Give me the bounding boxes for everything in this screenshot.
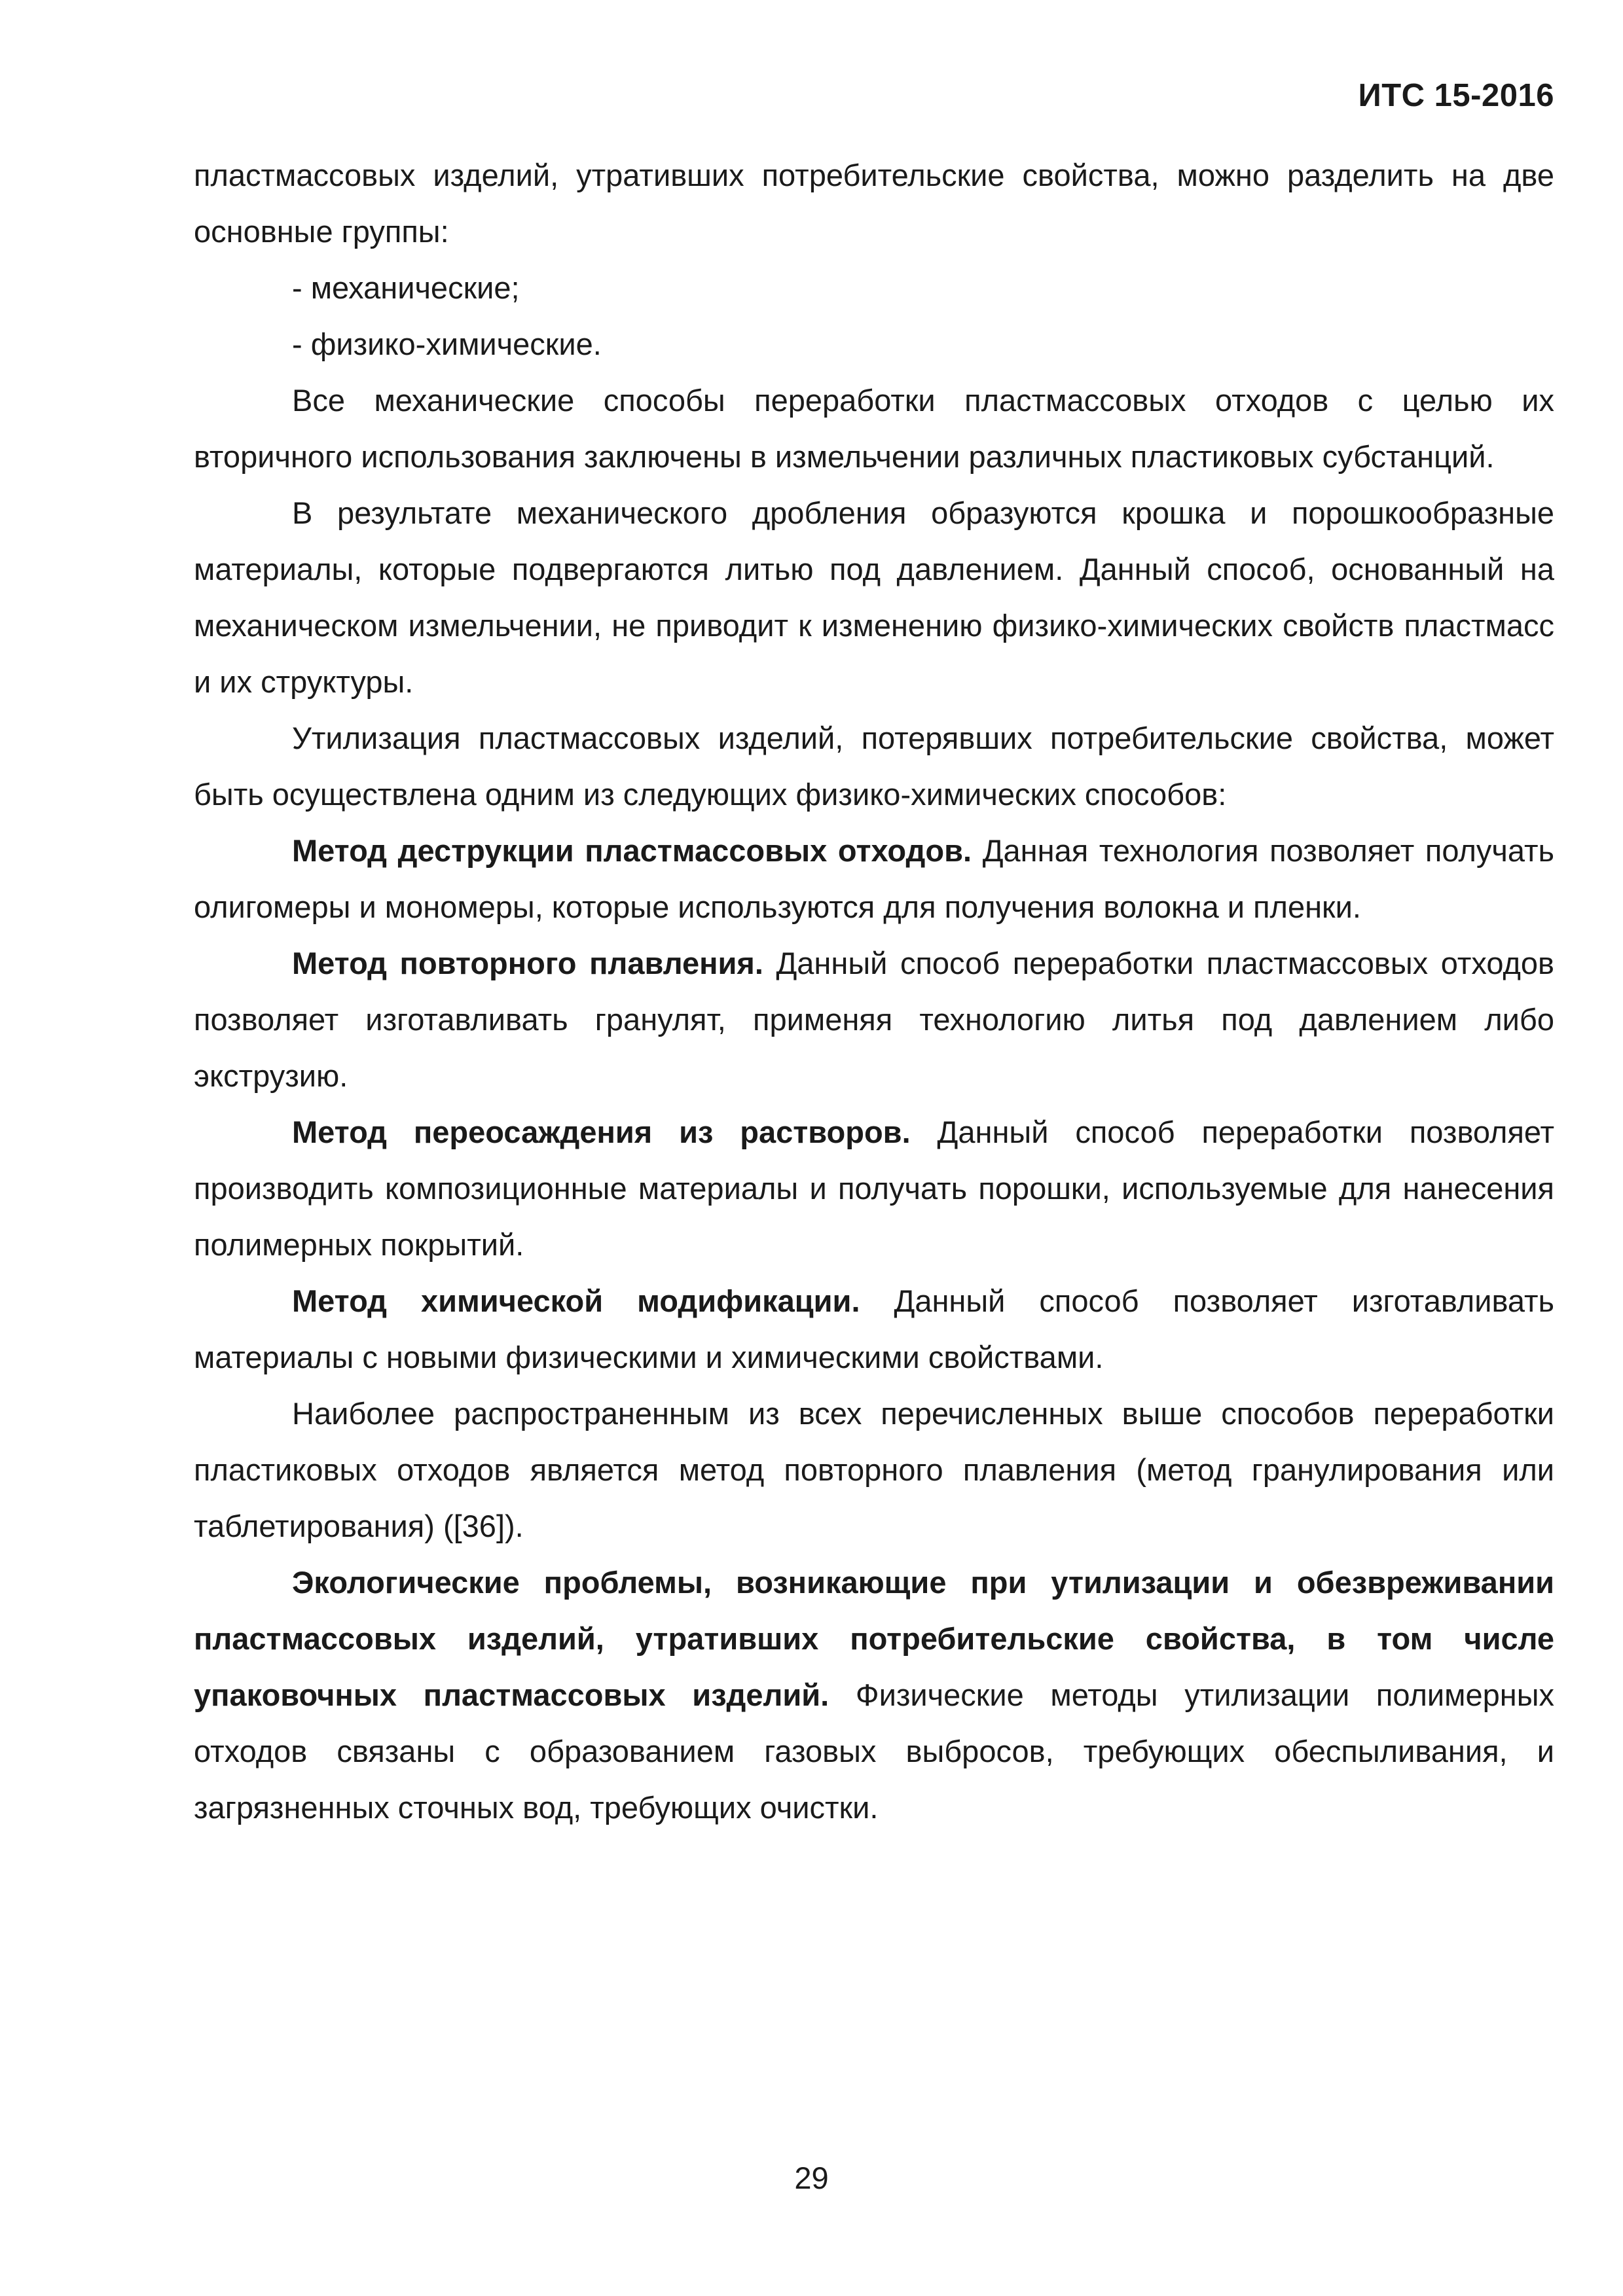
method-paragraph xyxy=(194,1104,1554,1273)
method-title: Метод химической модификации. xyxy=(292,1283,860,1318)
method-paragraph xyxy=(194,935,1554,1104)
section-title: Экологические проблемы, возникающие при утилизации и обезвреживании пластмассовых изделий, утративших потребительские свойства, в том числе упаковочных пластмассовых изделий. xyxy=(194,1565,1554,1712)
section-paragraph xyxy=(194,1554,1554,1836)
section-text: Физические методы утилизации полимерных отходов связаны с образованием газовых выбросов, требующих обеспыливания, и загрязненных сточных вод, требующих очистки. xyxy=(194,1677,1554,1825)
page-number: 29 xyxy=(794,2161,829,2195)
method-title: Метод деструкции пластмассовых отходов. xyxy=(292,833,972,868)
method-text: Данный способ переработки пластмассовых отходов позволяет изготавливать гранулят, применяя технологию литья под давлением либо экструзию. xyxy=(194,946,1554,1093)
method-paragraph xyxy=(194,1273,1554,1386)
list-item: - физико-химические. xyxy=(292,327,602,361)
method-text: Данный способ позволяет изготавливать материалы с новыми физическими и химическими свойствами. xyxy=(194,1283,1555,1374)
page-body xyxy=(194,147,1554,1836)
paragraph: Наиболее распространенным из всех перечисленных выше способов переработки пластиковых отходов является метод повторного плавления (метод гранулирования или таблетирования) ([36]). xyxy=(194,1396,1554,1543)
paragraph: Утилизация пластмассовых изделий, потерявших потребительские свойства, может быть осуществлена одним из следующих физико-химических способов: xyxy=(194,721,1554,812)
method-title: Метод переосаждения из растворов. xyxy=(292,1115,911,1149)
method-paragraph xyxy=(194,823,1554,935)
method-text: Данная технология позволяет получать олигомеры и мономеры, которые используются для получения волокна и пленки. xyxy=(194,833,1554,924)
paragraph: В результате механического дробления образуются крошка и порошкообразные материалы, которые подвергаются литью под давлением. Данный способ, основанный на механическом измельчении, не приводит к изменению физико-химических свойств пластмасс и их структуры. xyxy=(194,495,1554,699)
method-text: Данный способ переработки позволяет производить композиционные материалы и получать порошки, используемые для нанесения полимерных покрытий. xyxy=(194,1115,1554,1262)
list-item: - механические; xyxy=(292,270,520,305)
method-title: Метод повторного плавления. xyxy=(292,946,763,980)
document-code: ИТС 15-2016 xyxy=(1358,78,1554,113)
paragraph: Все механические способы переработки пластмассовых отходов с целью их вторичного использования заключены в измельчении различных пластиковых субстанций. xyxy=(194,383,1554,474)
paragraph: пластмассовых изделий, утративших потребительские свойства, можно разделить на две основные группы: xyxy=(194,158,1554,249)
